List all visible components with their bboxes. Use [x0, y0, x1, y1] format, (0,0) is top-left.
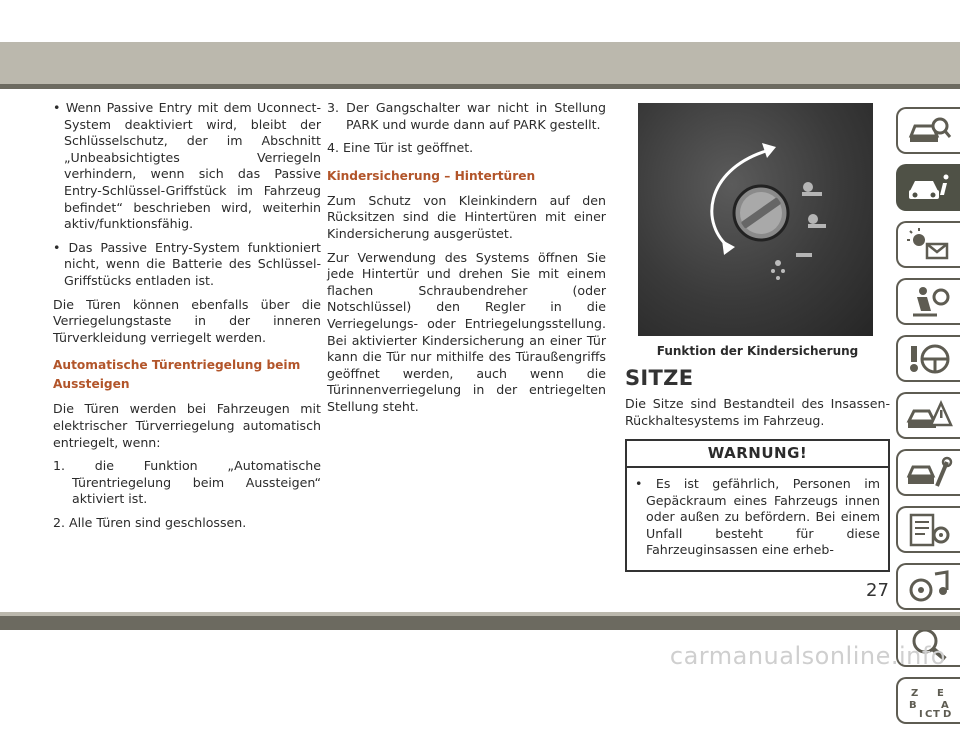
- paragraph-seats: Die Sitze sind Bestandteil des Insassen-Rückhaltesystems im Fahrzeug.: [625, 396, 890, 428]
- warning-text: • Es ist gefährlich, Personen im Gepäckraum eines Fahrzeugs innen oder außen zu befördern. Bei einem Unfall besteht für diese Fahrzeuginsassen eine erheb-: [635, 475, 880, 558]
- child-symbol-dot-1: [771, 269, 775, 273]
- heading-auto-unlock: Automatische Türentriegelung beim Aussteigen: [53, 358, 301, 392]
- paragraph-child-lock-intro: Zum Schutz von Kleinkindern auf den Rücksitzen sind die Hintertüren mit einer Kindersicherung ausgerüstet.: [327, 192, 606, 241]
- chapter-tabs: [896, 107, 960, 734]
- header-band: [0, 42, 960, 84]
- child-symbol-dot-2: [781, 269, 785, 273]
- child-symbol-bar: [796, 253, 812, 257]
- tab-car-wrench[interactable]: [896, 449, 960, 496]
- page-number: 27: [866, 580, 889, 601]
- tab-car-info[interactable]: [896, 164, 960, 211]
- lock-symbol-unlocked: [808, 214, 818, 224]
- lock-symbol-unlocked-base: [808, 224, 826, 228]
- tab-car-search[interactable]: [896, 107, 960, 154]
- child-symbol-head: [775, 260, 781, 266]
- airbag-seat-icon: [907, 285, 951, 319]
- heading-child-lock: Kindersicherung – Hintertüren: [327, 168, 536, 183]
- tab-car-warning[interactable]: [896, 392, 960, 439]
- list-item-3: 3. Der Gangschalter war nicht in Stellung PARK und wurde dann auf PARK gestellt.: [327, 100, 606, 132]
- svg-text:E: E: [937, 687, 944, 699]
- column-middle: [327, 100, 606, 423]
- header-rule: [0, 84, 960, 89]
- arrow-head-lower: [722, 240, 735, 255]
- list-item-1: 1. die Funktion „Automatische Türentriegelung beim Aussteigen“ aktiviert ist.: [53, 458, 321, 507]
- svg-text:C: C: [925, 708, 933, 720]
- lock-symbol-locked-base: [802, 192, 822, 196]
- footer-band: [0, 612, 960, 630]
- list-item-4: 4. Eine Tür ist geöffnet.: [327, 140, 474, 156]
- list-item-2: 2. Alle Türen sind geschlossen.: [53, 514, 247, 530]
- warning-title: WARNUNG!: [627, 441, 888, 468]
- svg-text:B: B: [909, 699, 917, 711]
- tab-steering-wheel[interactable]: [896, 335, 960, 382]
- tab-alphabet-index[interactable]: [896, 677, 960, 724]
- child-lock-illustration: [638, 103, 873, 336]
- svg-text:A: A: [941, 699, 949, 711]
- multimedia-icon: [907, 570, 951, 604]
- tab-airbag-seat[interactable]: [896, 278, 960, 325]
- child-lock-photo: [638, 103, 873, 336]
- warning-box: [625, 439, 890, 572]
- car-info-icon: [907, 171, 951, 205]
- warning-body: [627, 468, 888, 570]
- svg-text:I: I: [919, 708, 923, 720]
- car-warning-icon: [907, 399, 951, 433]
- car-wrench-icon: [907, 456, 951, 490]
- bullet-passive-entry-off: • Wenn Passive Entry mit dem Uconnect-System deaktiviert wird, bleibt der Schlüsselschutz, der im Abschnitt „Unbeabsichtigtes Verriegeln verhindern, wenn sich das Passive Entry-Schlüssel-Griffstück im Fahrzeug befindet“ beschrieben wird, weiterhin aktiv/funktionsfähig.: [53, 100, 321, 232]
- lock-symbol-locked: [803, 182, 813, 192]
- tab-specs-gear[interactable]: [896, 506, 960, 553]
- warning-lights-icon: [907, 228, 951, 262]
- svg-text:D: D: [943, 708, 952, 720]
- bullet-battery: • Das Passive Entry-System funktioniert nicht, wenn die Batterie des Schlüssel-Griffstücks entladen ist.: [53, 239, 321, 288]
- paragraph-child-lock-usage: Zur Verwendung des Systems öffnen Sie jede Hintertür und drehen Sie mit einem flachen Schraubendreher (oder Notschlüssel) den Regler in die Verriegelungs- oder Entriegelungsstellung. Bei aktivierter Kindersicherung an einer Tür kann die Tür nur mithilfe des Türaußengriffs geöffnet werden, auch wenn die Türinnenverriegelung in der entriegelten Stellung steht.: [327, 249, 606, 414]
- paragraph-lock-button: Die Türen können ebenfalls über die Verriegelungstaste in der inneren Türverkleidung verriegelt werden.: [53, 296, 321, 345]
- car-search-icon: [907, 114, 951, 148]
- section-title-seats: SITZE: [625, 365, 694, 390]
- svg-text:Z: Z: [911, 687, 919, 699]
- specs-gear-icon: [907, 513, 951, 547]
- child-symbol-dot-3: [776, 276, 780, 280]
- column-left: [53, 100, 321, 538]
- paragraph-auto-unlock: Die Türen werden bei Fahrzeugen mit elektrischer Türverriegelung automatisch entriegelt, wenn:: [53, 401, 321, 450]
- alphabet-index-icon: [907, 684, 951, 718]
- column-right: [625, 100, 890, 572]
- svg-text:T: T: [933, 708, 940, 720]
- tab-warning-lights[interactable]: [896, 221, 960, 268]
- steering-wheel-icon: [907, 342, 951, 376]
- photo-caption: Funktion der Kindersicherung: [656, 344, 859, 358]
- tab-multimedia[interactable]: [896, 563, 960, 610]
- watermark: carmanualsonline.info: [669, 642, 946, 670]
